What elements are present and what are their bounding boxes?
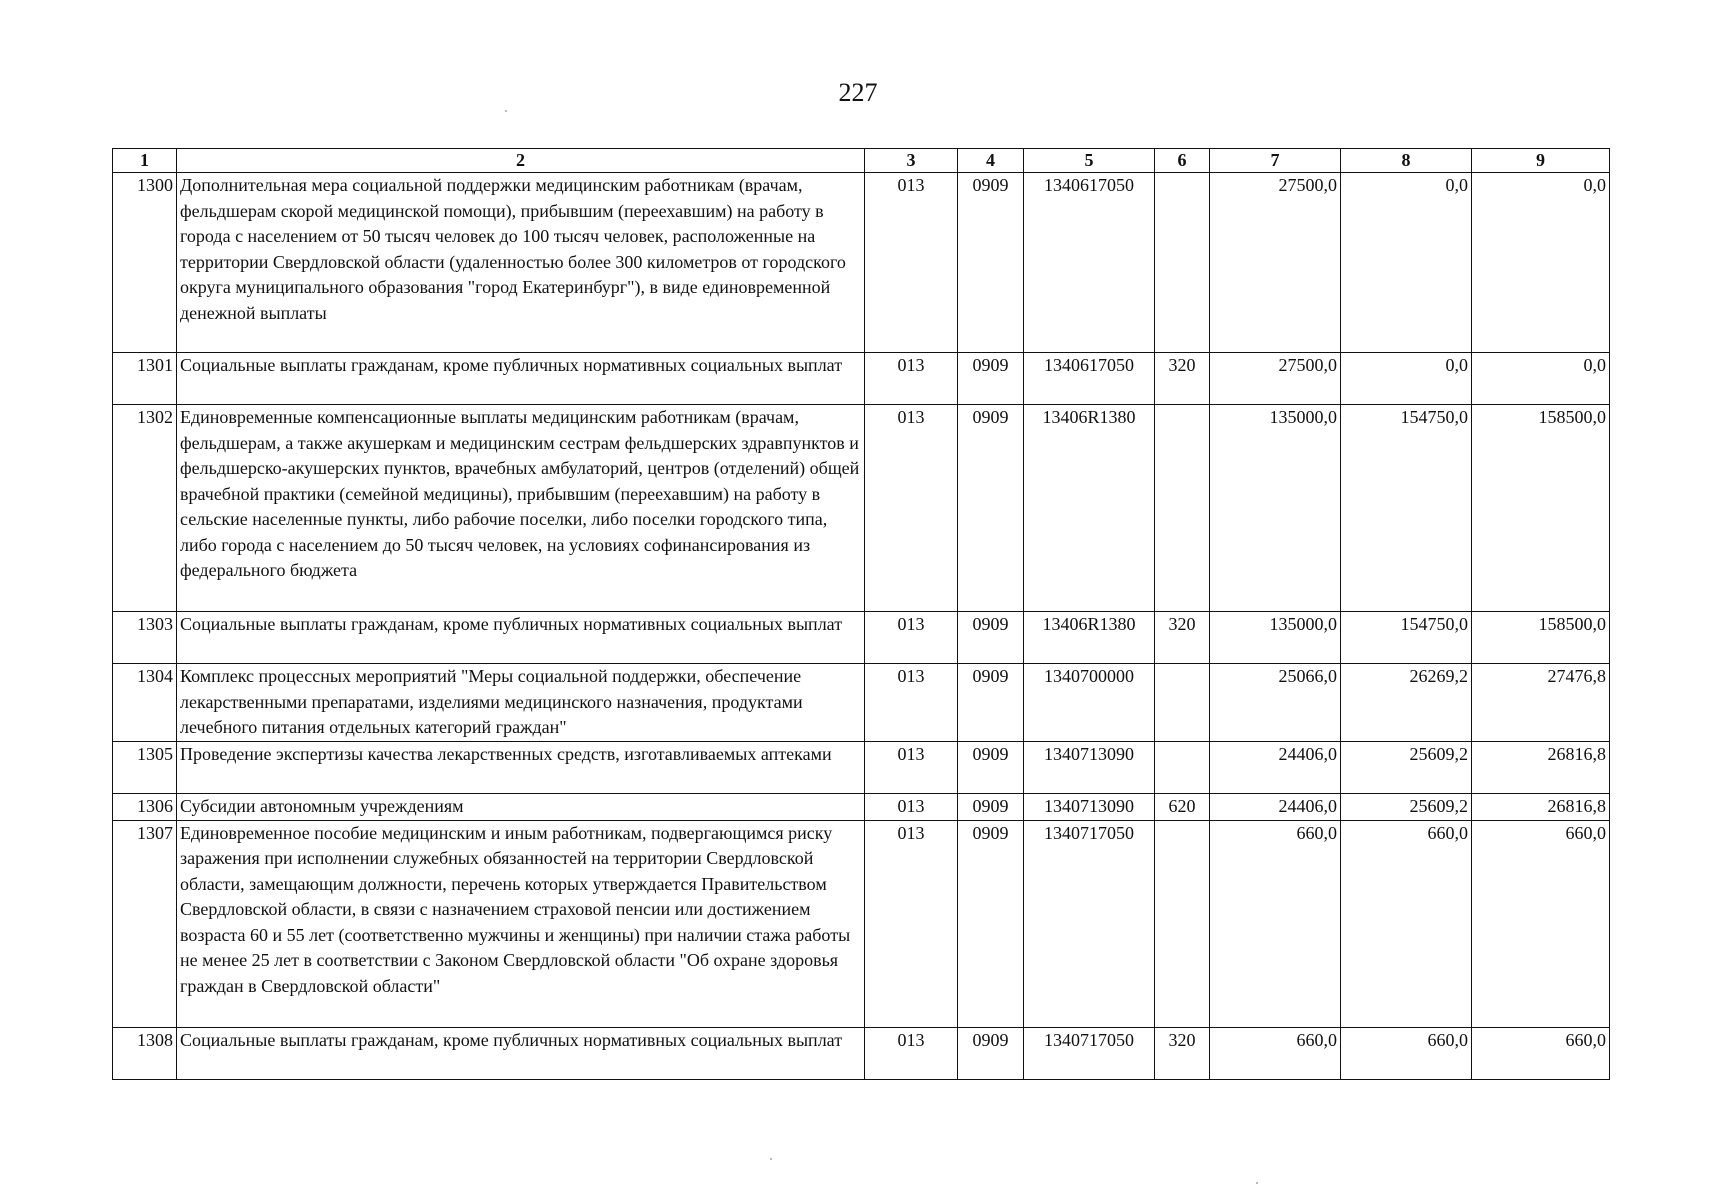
amount-col9: 660,0 bbox=[1472, 1027, 1610, 1079]
amount-col8: 154750,0 bbox=[1341, 405, 1472, 612]
amount-col9: 27476,8 bbox=[1472, 664, 1610, 742]
target-article-code: 1340713090 bbox=[1024, 794, 1155, 821]
row-number: 1307 bbox=[113, 820, 177, 1027]
table-row bbox=[113, 820, 1610, 1027]
row-number: 1305 bbox=[113, 742, 177, 794]
amount-col9: 26816,8 bbox=[1472, 742, 1610, 794]
ministry-code: 013 bbox=[865, 1027, 958, 1079]
budget-table bbox=[112, 148, 1610, 1080]
section-code: 0909 bbox=[958, 820, 1024, 1027]
expense-type-code bbox=[1155, 664, 1210, 742]
amount-col7: 27500,0 bbox=[1210, 173, 1341, 353]
column-header: 1 bbox=[113, 149, 177, 173]
target-article-code: 1340700000 bbox=[1024, 664, 1155, 742]
expense-type-code bbox=[1155, 742, 1210, 794]
expense-type-code bbox=[1155, 405, 1210, 612]
row-number: 1301 bbox=[113, 353, 177, 405]
table-row bbox=[113, 664, 1610, 742]
section-code: 0909 bbox=[958, 405, 1024, 612]
target-article-code: 1340617050 bbox=[1024, 173, 1155, 353]
ministry-code: 013 bbox=[865, 405, 958, 612]
expense-type-code: 320 bbox=[1155, 353, 1210, 405]
table-row bbox=[113, 353, 1610, 405]
row-name: Социальные выплаты гражданам, кроме публичных нормативных социальных выплат bbox=[177, 353, 865, 405]
amount-col7: 24406,0 bbox=[1210, 794, 1341, 821]
row-name: Единовременное пособие медицинским и иным работникам, подвергающимся риску заражения при исполнении служебных обязанностей на территории Свердловской области, замещающим должности, перечень которых утверждается Правительством Свердловской области, в связи с назначением страховой пенсии или достижением возраста 60 и 55 лет (соответственно мужчины и женщины) при наличии стажа работы не менее 25 лет в соответствии с Законом Свердловской области "Об охране здоровья граждан в Свердловской области" bbox=[177, 820, 865, 1027]
row-name: Социальные выплаты гражданам, кроме публичных нормативных социальных выплат bbox=[177, 1027, 865, 1079]
scan-speck bbox=[505, 110, 507, 112]
amount-col9: 158500,0 bbox=[1472, 405, 1610, 612]
table-row bbox=[113, 794, 1610, 821]
table-row bbox=[113, 405, 1610, 612]
amount-col7: 660,0 bbox=[1210, 820, 1341, 1027]
section-code: 0909 bbox=[958, 173, 1024, 353]
row-name: Проведение экспертизы качества лекарственных средств, изготавливаемых аптеками bbox=[177, 742, 865, 794]
section-code: 0909 bbox=[958, 353, 1024, 405]
expense-type-code: 620 bbox=[1155, 794, 1210, 821]
row-name: Субсидии автономным учреждениям bbox=[177, 794, 865, 821]
column-header: 3 bbox=[865, 149, 958, 173]
section-code: 0909 bbox=[958, 1027, 1024, 1079]
amount-col7: 135000,0 bbox=[1210, 612, 1341, 664]
column-header: 4 bbox=[958, 149, 1024, 173]
section-code: 0909 bbox=[958, 794, 1024, 821]
scan-speck bbox=[770, 1158, 772, 1160]
column-header: 8 bbox=[1341, 149, 1472, 173]
amount-col8: 0,0 bbox=[1341, 353, 1472, 405]
row-number: 1308 bbox=[113, 1027, 177, 1079]
row-number: 1300 bbox=[113, 173, 177, 353]
amount-col8: 660,0 bbox=[1341, 1027, 1472, 1079]
amount-col8: 660,0 bbox=[1341, 820, 1472, 1027]
expense-type-code bbox=[1155, 173, 1210, 353]
table-row bbox=[113, 612, 1610, 664]
amount-col7: 24406,0 bbox=[1210, 742, 1341, 794]
amount-col7: 660,0 bbox=[1210, 1027, 1341, 1079]
target-article-code: 13406R1380 bbox=[1024, 612, 1155, 664]
row-name: Единовременные компенсационные выплаты медицинским работникам (врачам, фельдшерам, а также акушеркам и медицинским сестрам фельдшерских здравпунктов и фельдшерско-акушерских пунктов, врачебных амбулаторий, центров (отделений) общей врачебной практики (семейной медицины), прибывшим (переехавшим) на работу в сельские населенные пункты, либо рабочие поселки, либо поселки городского типа, либо города с населением до 50 тысяч человек, на условиях софинансирования из федерального бюджета bbox=[177, 405, 865, 612]
ministry-code: 013 bbox=[865, 612, 958, 664]
target-article-code: 1340713090 bbox=[1024, 742, 1155, 794]
column-header: 5 bbox=[1024, 149, 1155, 173]
scan-speck bbox=[1256, 1182, 1258, 1184]
amount-col9: 26816,8 bbox=[1472, 794, 1610, 821]
column-header: 9 bbox=[1472, 149, 1610, 173]
ministry-code: 013 bbox=[865, 173, 958, 353]
amount-col8: 0,0 bbox=[1341, 173, 1472, 353]
ministry-code: 013 bbox=[865, 820, 958, 1027]
target-article-code: 1340617050 bbox=[1024, 353, 1155, 405]
page-number: 227 bbox=[838, 78, 878, 107]
column-header: 7 bbox=[1210, 149, 1341, 173]
ministry-code: 013 bbox=[865, 664, 958, 742]
row-number: 1306 bbox=[113, 794, 177, 821]
row-name: Дополнительная мера социальной поддержки медицинским работникам (врачам, фельдшерам скорой медицинской помощи), прибывшим (переехавшим) на работу в города с населением от 50 тысяч человек до 100 тысяч человек, расположенные на территории Свердловской области (удаленностью более 300 километров от городского округа муниципального образования "город Екатеринбург"), в виде единовременной денежной выплаты bbox=[177, 173, 865, 353]
section-code: 0909 bbox=[958, 664, 1024, 742]
header-row bbox=[113, 149, 1610, 173]
amount-col7: 25066,0 bbox=[1210, 664, 1341, 742]
row-number: 1304 bbox=[113, 664, 177, 742]
expense-type-code: 320 bbox=[1155, 612, 1210, 664]
amount-col8: 25609,2 bbox=[1341, 794, 1472, 821]
amount-col8: 25609,2 bbox=[1341, 742, 1472, 794]
column-header: 2 bbox=[177, 149, 865, 173]
target-article-code: 1340717050 bbox=[1024, 820, 1155, 1027]
amount-col7: 135000,0 bbox=[1210, 405, 1341, 612]
section-code: 0909 bbox=[958, 742, 1024, 794]
amount-col7: 27500,0 bbox=[1210, 353, 1341, 405]
amount-col8: 26269,2 bbox=[1341, 664, 1472, 742]
section-code: 0909 bbox=[958, 612, 1024, 664]
expense-type-code: 320 bbox=[1155, 1027, 1210, 1079]
row-name: Социальные выплаты гражданам, кроме публичных нормативных социальных выплат bbox=[177, 612, 865, 664]
ministry-code: 013 bbox=[865, 353, 958, 405]
ministry-code: 013 bbox=[865, 742, 958, 794]
ministry-code: 013 bbox=[865, 794, 958, 821]
amount-col9: 0,0 bbox=[1472, 173, 1610, 353]
row-number: 1302 bbox=[113, 405, 177, 612]
column-header: 6 bbox=[1155, 149, 1210, 173]
target-article-code: 1340717050 bbox=[1024, 1027, 1155, 1079]
row-number: 1303 bbox=[113, 612, 177, 664]
table-row bbox=[113, 173, 1610, 353]
amount-col9: 660,0 bbox=[1472, 820, 1610, 1027]
table-row bbox=[113, 742, 1610, 794]
amount-col8: 154750,0 bbox=[1341, 612, 1472, 664]
row-name: Комплекс процессных мероприятий "Меры социальной поддержки, обеспечение лекарственными препаратами, изделиями медицинского назначения, продуктами лечебного питания отдельных категорий граждан" bbox=[177, 664, 865, 742]
expense-type-code bbox=[1155, 820, 1210, 1027]
amount-col9: 0,0 bbox=[1472, 353, 1610, 405]
amount-col9: 158500,0 bbox=[1472, 612, 1610, 664]
target-article-code: 13406R1380 bbox=[1024, 405, 1155, 612]
table-row bbox=[113, 1027, 1610, 1079]
